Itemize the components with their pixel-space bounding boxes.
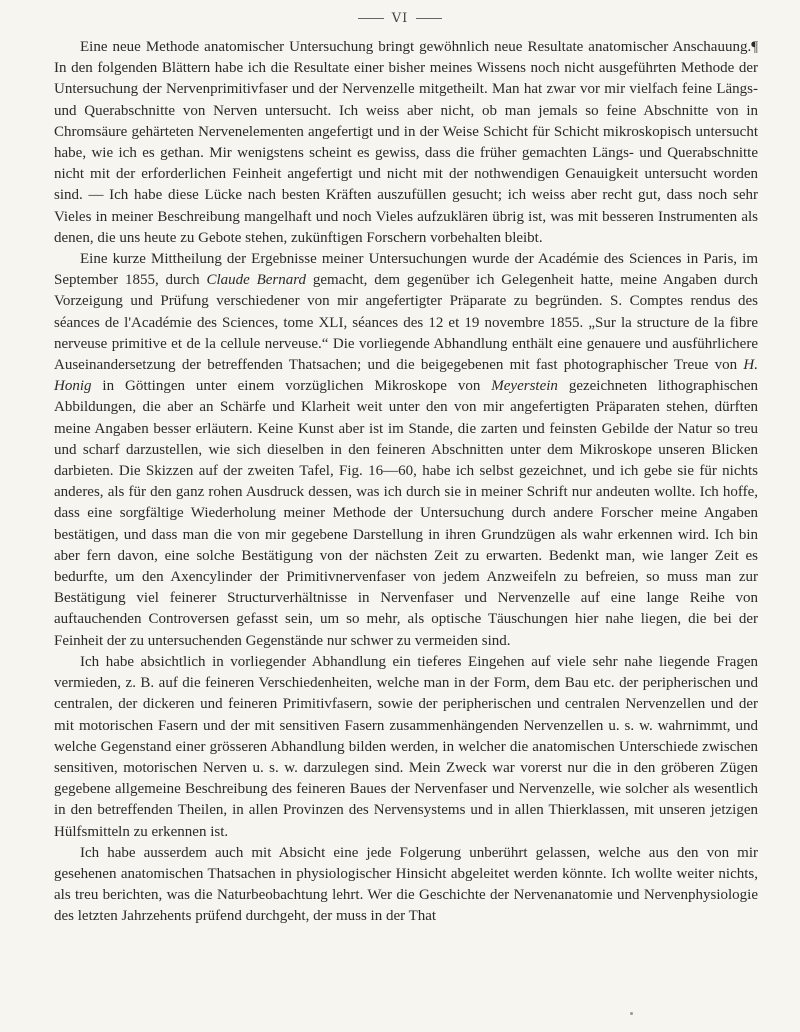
text-run: Ich habe absichtlich in vorliegender Abhandlung ein tieferes Eingehen auf viele sehr nahe liegende Fragen vermieden, z. B. auf die feineren Verschiedenheiten, welche man in der Form, dem Bau etc. der peripherischen und centralen, der dickeren und feineren Primitivfasern, sowie der peripherischen und centralen Nervenzellen und der mit motorischen Fasern und der mit sensitiven Fasern zusammenhängenden Nervenzellen u. s. w. wahrnimmt, und welche Gegenstand einer grösseren Abhandlung bilden werden, in welcher die anatomischen Unterschiede zwischen sensitiven, motorischen Nerven u. s. w. darzulegen sind. Mein Zweck war vorerst nur die in den gröberen Zügen gegebene allgemeine Beschreibung des feineren Baues der Nervenfaser und Nervenzelle, wie solcher als wesentlich in den betreffenden Theilen, in allen Provinzen des Nervensystems und in allen Thierklassen, mit unseren jetzigen Hülfsmitteln zu erkennen ist. [54, 653, 758, 840]
paragraph [54, 37, 758, 249]
text-run: gemacht, dem gegenüber ich Gelegenheit hatte, meine Angaben durch Vorzeigung und Prüfung verschiedener von mir angefertigter Präparate zu begründen. S. Comptes rendus des séances de l'Académie des Sciences, tome XLI, séances des 12 et 19 novembre 1855. „Sur la structure de la fibre nerveuse primitive et de la cellule nerveuse.“ Die vorliegende Abhandlung enthält eine genauere und ausführlichere Auseinandersetzung der betreffenden Thatsachen; und die beigegebenen mit fast photographischer Treue von [54, 272, 758, 374]
text-run: Ich habe ausserdem auch mit Absicht eine jede Folgerung unberührt gelassen, welche aus den von mir gesehenen anatomischen Thatsachen in physiologischer Hinsicht abgeleitet werden könnte. Ich wollte weiter nichts, als treu berichten, was die Naturbeobachtung lehrt. Wer die Geschichte der Nervenanatomie und Nervenphysiologie des letzten Jahrzehents prüfend durchgeht, der muss in der That [54, 844, 758, 925]
italic-name: H. Honig [54, 357, 758, 395]
paragraph [54, 652, 758, 843]
italic-name: Claude Bernard [206, 272, 307, 289]
header-rule-left [358, 18, 384, 19]
text-run: in Göttingen unter einem vorzüglichen Mikroskope von [91, 378, 492, 395]
page-number: VI [391, 10, 409, 26]
text-run: Eine kurze Mittheilung der Ergebnisse meiner Untersuchungen wurde der Académie des Sciences in Paris, im September 1855, durch [54, 251, 758, 289]
text-run: gezeichneten lithographischen Abbildungen, die aber an Schärfe und Klarheit weit unter den von mir angefertigten Präparaten stehen, dürften meine Angaben besser erläutern. Keine Kunst aber ist im Stande, die zarten und feinsten Gebilde der Natur so treu und scharf darzustellen, wie sich dieselben in den feineren Abschnitten unter dem Mikroskope unseren Blicken darbieten. Die Skizzen auf der zweiten Tafel, Fig. 16—60, habe ich selbst gezeichnet, und ich gebe sie für nichts anderes, als für den ganz rohen Ausdruck dessen, was ich durch sie in meiner Schrift nur andeuten wollte. Ich hoffe, dass eine sorgfältige Wiederholung meiner Methode der Untersuchung durch andere Forscher meine Angaben bestätigen, und dass man die von mir gegebene Darstellung in ihren Grundzügen als wahr erkennen wird. Ich bin aber fern davon, eine solche Bestätigung von der nächsten Zeit zu erwarten. Bedenkt man, wie langer Zeit es bedurfte, um den Axencylinder der Primitivnervenfaser von jedem Anzweifeln zu befreien, so muss man zur Bestätigung viel feinerer Structurverhältnisse in Nervenfaser und Nervenzelle auf eine lange Reihe von auftauchenden Controversen gefasst sein, um so mehr, als optische Täuschungen hier nahe liegen, die bei der Feinheit der zu untersuchenden Gegenstände nur schwer zu vermeiden sind. [54, 378, 758, 649]
italic-name: Meyerstein [491, 378, 558, 395]
text-run: Eine neue Methode anatomischer Untersuchung bringt gewöhnlich neue Resultate anatomischer Anschauung.¶ In den folgenden Blättern habe ich die Resultate einer bisher meines Wissens noch nicht ausgeführten Methode der Untersuchung der Nervenprimitivfaser und der Nervenzelle mitgetheilt. Man hat zwar vor mir vielfach feine Längs- und Querabschnitte von Nerven untersucht. Ich weiss aber nicht, ob man jemals so feine Abschnitte von in Chromsäure gehärteten Nervenelementen angefertigt und in der Weise Schicht für Schicht mikroskopisch untersucht habe, wie ich es gethan. Mir wenigstens scheint es gewiss, dass die früher gemachten Längs- und Querabschnitte nicht mit der erforderlichen Feinheit angefertigt und nicht mit der nothwendigen Genauigkeit untersucht worden sind. — Ich habe diese Lücke nach besten Kräften auszufüllen gesucht; ich weiss aber recht gut, dass noch sehr Vieles in meiner Beschreibung mangelhaft und noch Vieles aufzuklären übrig ist, was mit besseren Instrumenten als denen, die uns heute zu Gebote stehen, zukünftigen Forschern vorbehalten bleibt. [54, 39, 758, 246]
paragraph [54, 249, 758, 652]
print-speck [630, 1012, 633, 1015]
paragraph [54, 843, 758, 928]
body-text [54, 37, 758, 928]
page-header [0, 8, 800, 28]
header-rule-right [416, 18, 442, 19]
